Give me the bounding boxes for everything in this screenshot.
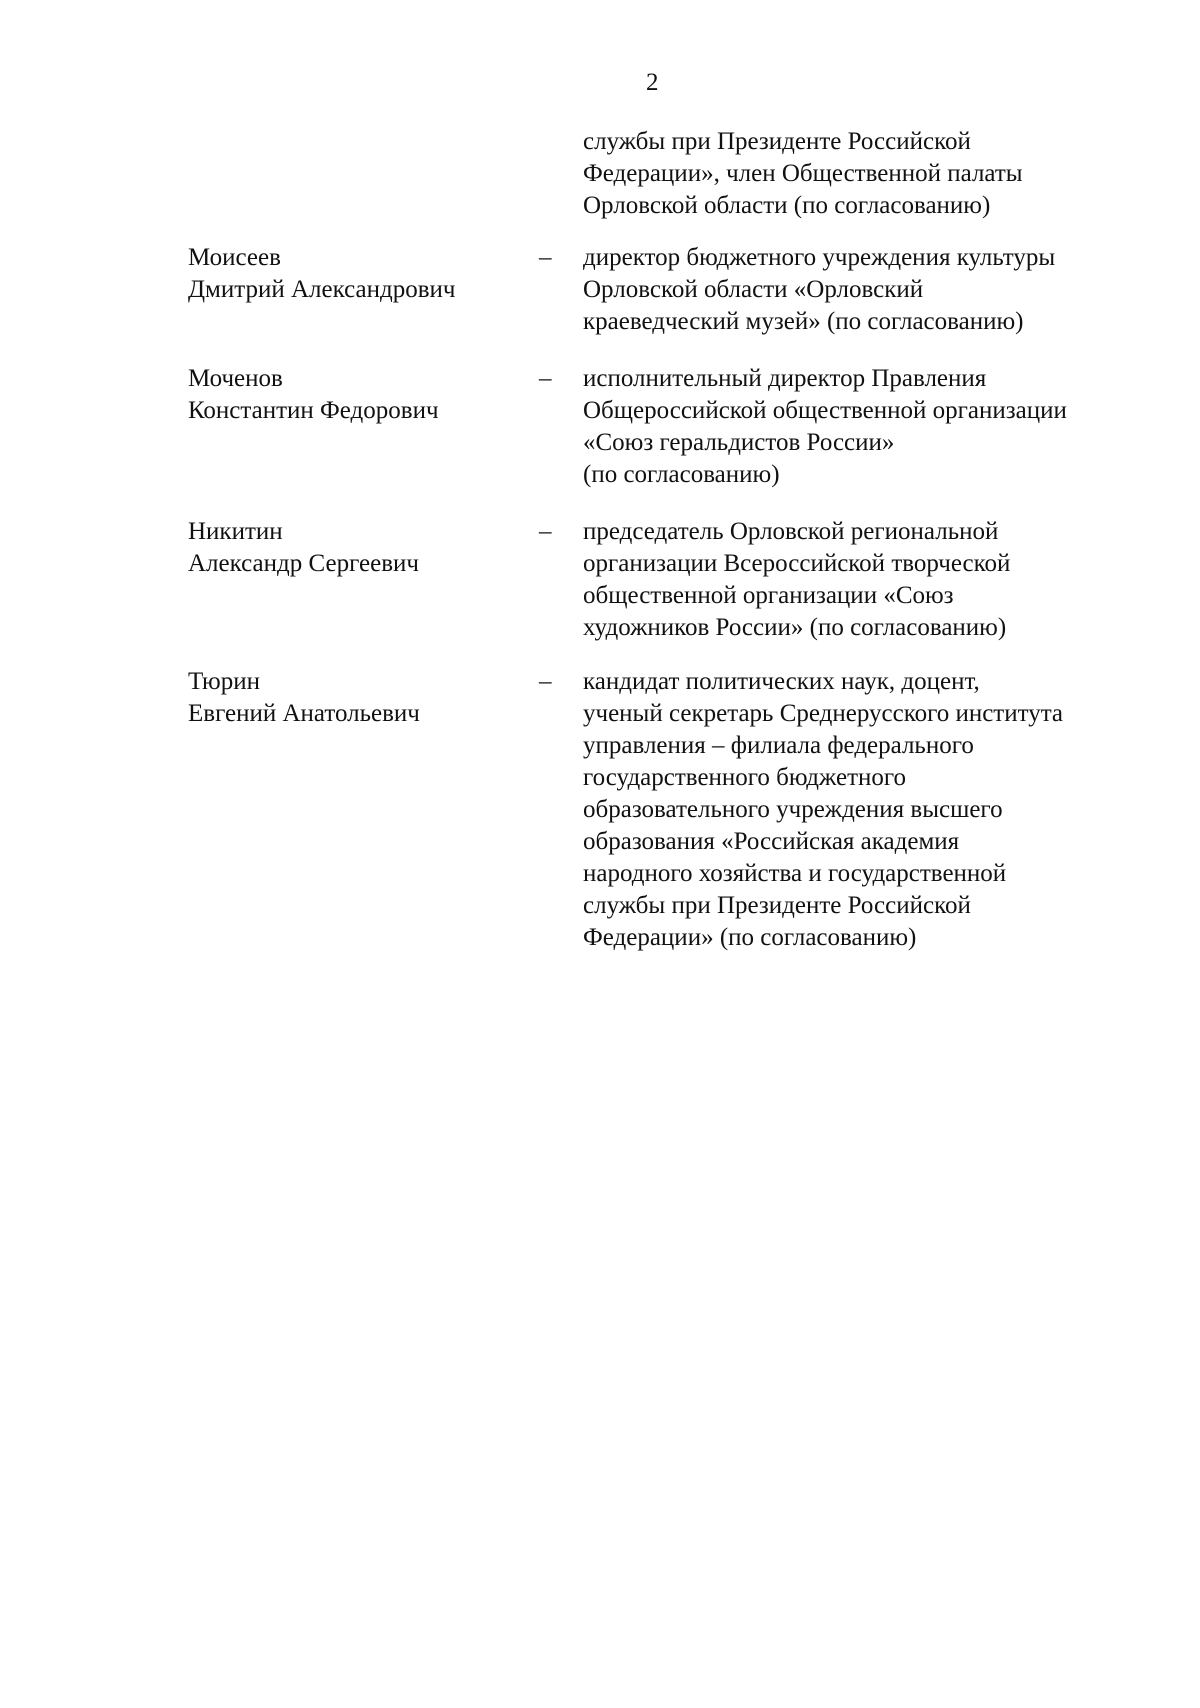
member-description: председатель Орловской региональной организации Всероссийской творческой общественной организации «Союз художников России» (по согласованию) [583,518,1011,641]
member-description: кандидат политических наук, доцент, ученый секретарь Среднерусского института управления – филиала федерального государственного бюджетного образовательного учреждения высшего образования «Российская академия народного хозяйства и государственной службы при Президенте Российской Федерации» (по согласованию) [583,668,1064,951]
member-name: Моисеев Дмитрий Александрович [188,244,456,303]
member-name: Никитин Александр Сергеевич [188,518,419,577]
member-dash: – [539,518,552,545]
member-description: директор бюджетного учреждения культуры Орловской области «Орловский краеведческий музей» (по согласованию) [583,244,1056,335]
page-number: 2 [646,69,659,96]
member-dash: – [539,365,552,392]
member-name: Моченов Константин Федорович [188,365,439,424]
member-dash: – [539,244,552,271]
member-dash: – [539,668,552,695]
carryover-text: службы при Президенте Российской Федерации», член Общественной палаты Орловской области (по согласованию) [583,128,1023,219]
member-description: исполнительный директор Правления Общероссийской общественной организации «Союз геральдистов России» (по согласованию) [583,365,1067,488]
member-name: Тюрин Евгений Анатольевич [188,668,420,727]
